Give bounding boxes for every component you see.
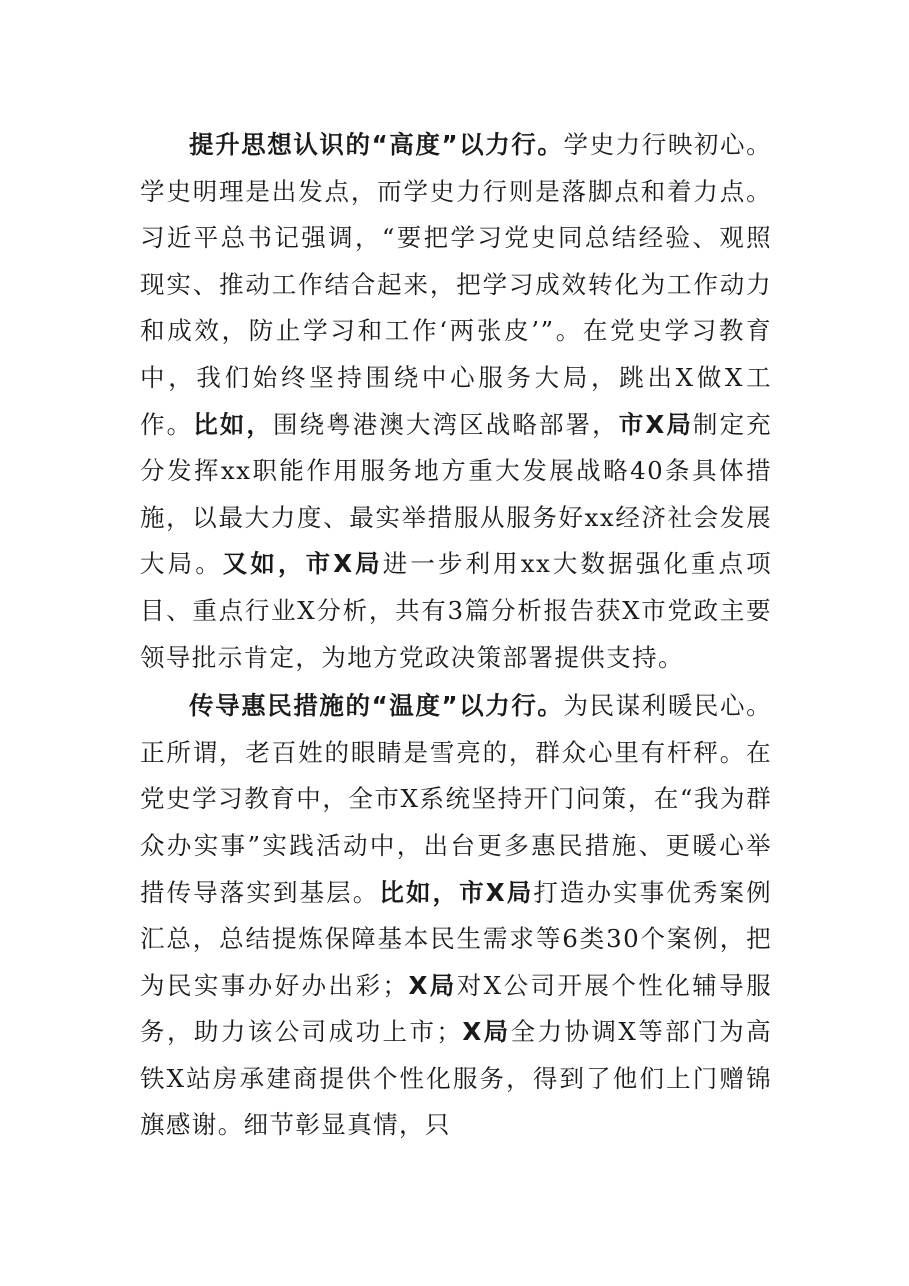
para2-bold-1: 比如，市X局 [379,877,534,907]
para1-heading: 提升思想认识的“高度”以力行。 [189,130,564,159]
document-body [140,122,772,1149]
para1-bold-3: 又如，市X局 [222,549,383,579]
para1-text-2: 围绕粤港澳大湾区战略部署， [273,409,619,439]
para2-heading: 传导惠民措施的“温度”以力行。 [189,691,564,721]
para2-text-2: 打造办实事优秀案例汇总，总结提炼保障基本民生需求等6类30个案例，把为民实事办好办出彩； [140,877,772,1000]
para1-text-4: 进一步利用xx大数据强化重点项目、重点行业X分析，共有3篇分析报告获X市党政主要领导批示肯定，为地方党政决策部署提供支持。 [140,549,772,672]
para2-bold-2: X局 [408,970,457,1000]
para1-text-1: 学史力行映初心。学史明理是出发点，而学史力行则是落脚点和着力点。习近平总书记强调，“要把学习党史同总结经验、观照现实、推动工作结合起来，把学习成效转化为工作动力和成效，防止学习和工作‘两张皮’”。在党史学习教育中，我们始终坚持围绕中心服务大局，跳出X做X工作。 [140,130,773,439]
paragraph-1 [140,122,772,681]
para1-bold-1: 比如， [193,409,273,439]
para2-text-1: 为民谋利暖民心。正所谓，老百姓的眼睛是雪亮的，群众心里有杆秤。在党史学习教育中，全市X系统坚持开门问策，在“我为群众办实事”实践活动中，出台更多惠民措施、更暖心举措传导落实到基层。 [140,691,773,907]
para2-bold-3: X局 [462,1017,511,1047]
para1-bold-2: 市X局 [618,409,693,439]
para2-text-4: 全力协调X等部门为高铁X站房承建商提供个性化服务，得到了他们上门赠锦旗感谢。细节彰显真情，只 [140,1017,772,1140]
para1-text-3: 制定充分发挥xx职能作用服务地方重大发展战略40条具体措施，以最大力度、最实举措服从服务好xx经济社会发展大局。 [140,409,773,579]
para2-text-3: 对X公司开展个性化辅导服务，助力该公司成功上市； [140,970,772,1047]
paragraph-2 [140,683,772,1149]
